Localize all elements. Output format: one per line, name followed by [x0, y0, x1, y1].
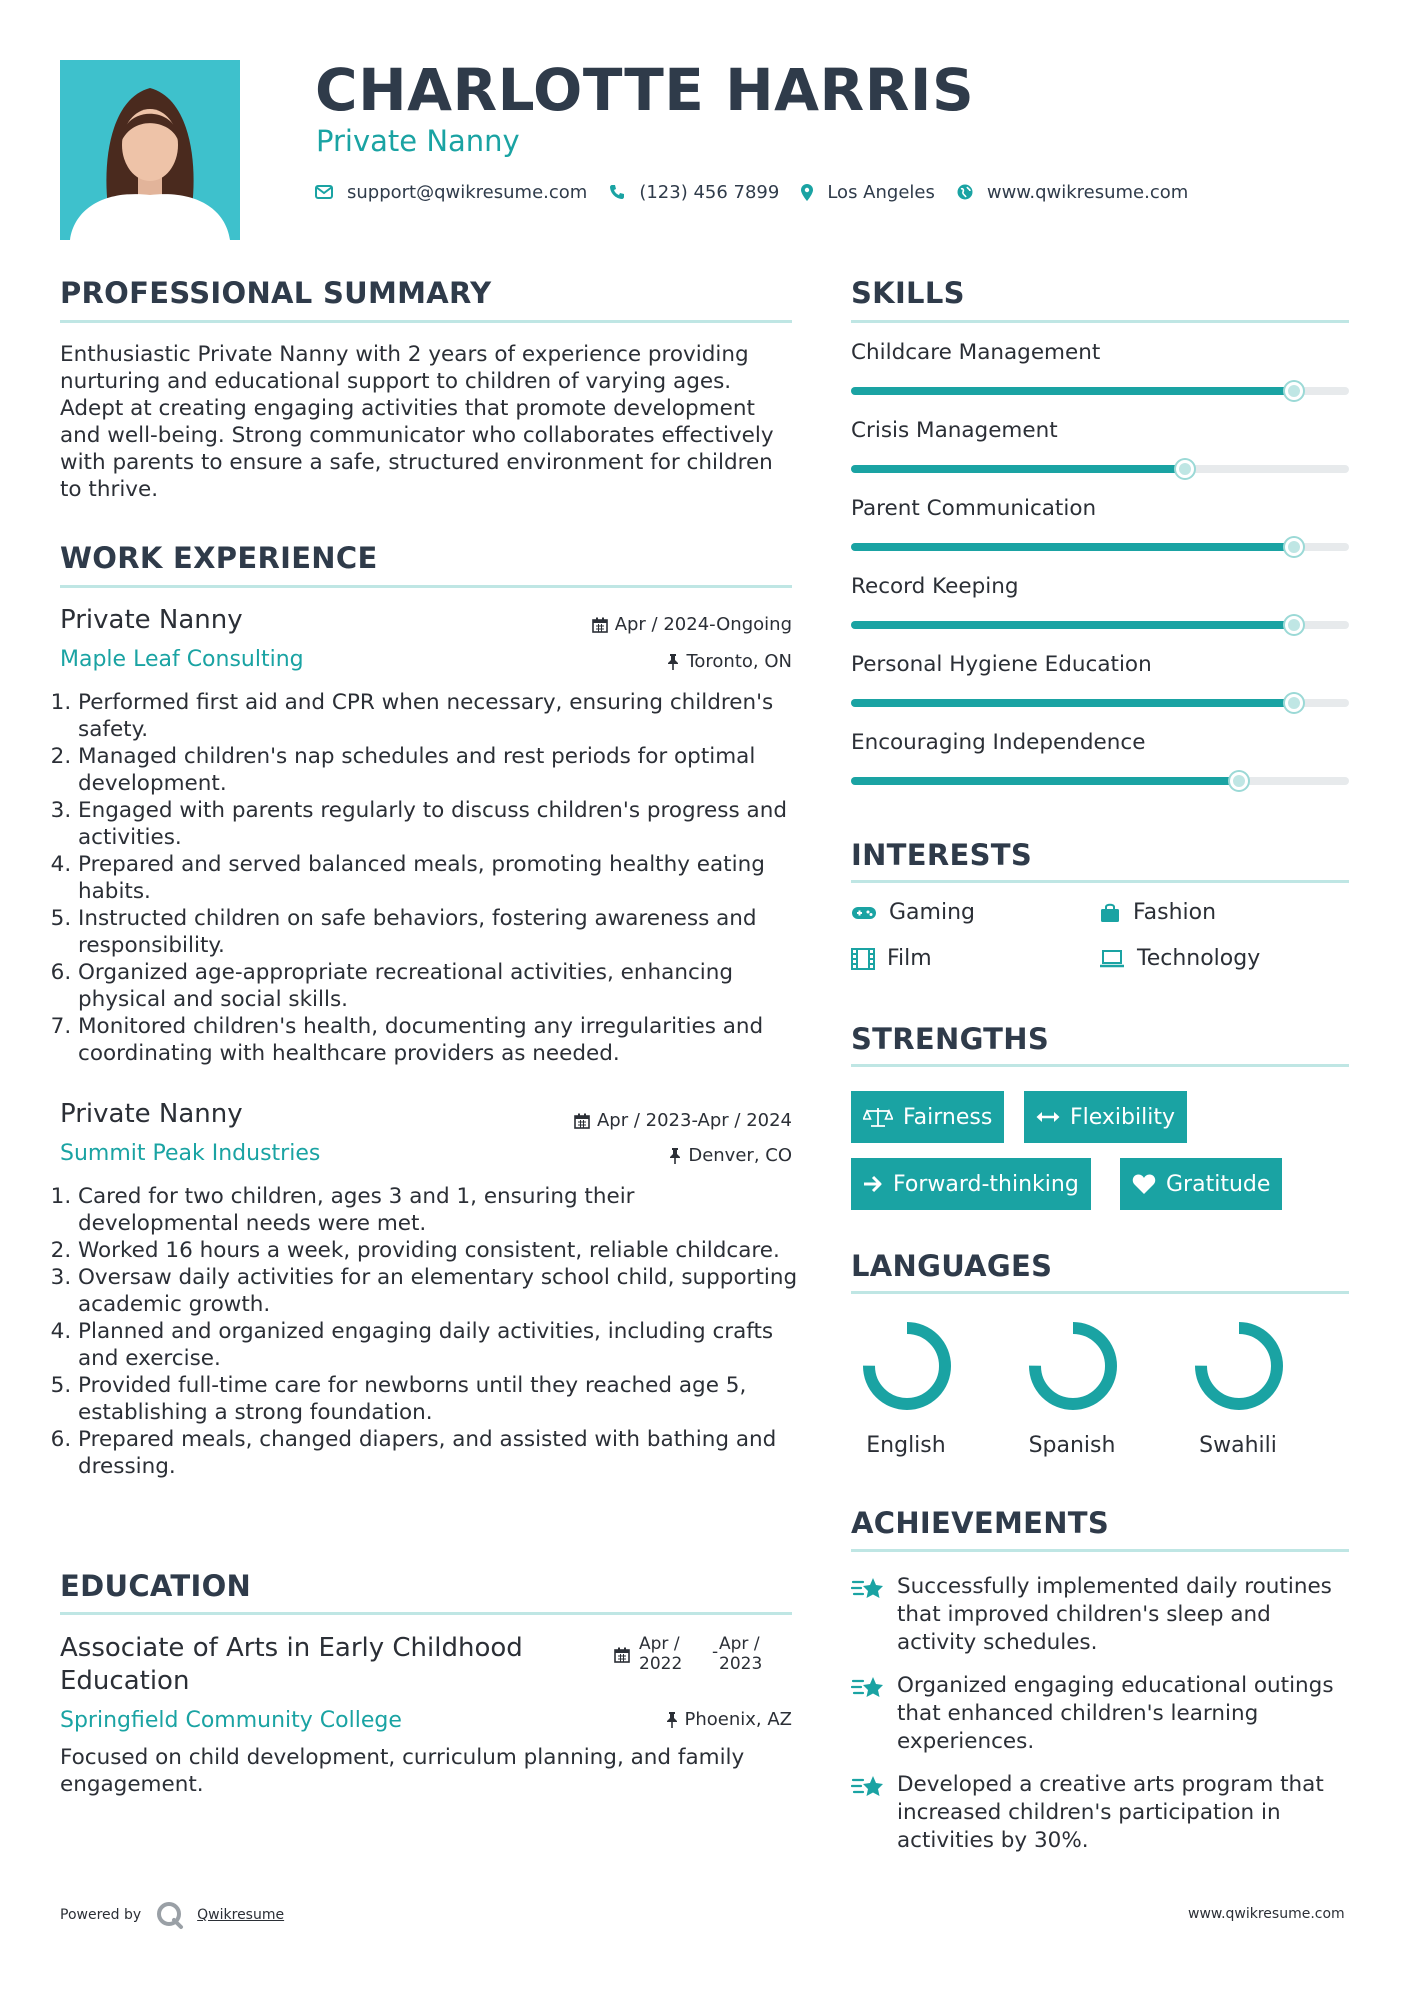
- achievements-heading: ACHIEVEMENTS: [851, 1506, 1110, 1540]
- arrows-horizontal-icon: [1036, 1110, 1060, 1124]
- list-item: 3. Engaged with parents regularly to discuss children's progress and activities.: [78, 797, 800, 851]
- achievement-text: Successfully implemented daily routines that improved children's sleep and activity schedules.: [897, 1574, 1332, 1655]
- profile-photo: [60, 60, 240, 240]
- job-1-title: Private Nanny: [60, 605, 243, 635]
- interests-heading: INTERESTS: [851, 838, 1033, 872]
- skill-name: Parent Communication: [851, 496, 1097, 521]
- calendar-icon: [574, 1113, 590, 1129]
- strengths-divider: [851, 1064, 1349, 1067]
- interest-film: [851, 946, 932, 971]
- education-location: [492, 1709, 792, 1730]
- achievement-text: Developed a creative arts program that increased children's participation in activities by 30%.: [897, 1772, 1324, 1853]
- achievement-item-1: [851, 1573, 1349, 1657]
- arrow-right-icon: [863, 1175, 883, 1193]
- phone-text: (123) 456 7899: [639, 181, 780, 203]
- email-icon: [315, 185, 333, 199]
- achievement-text: Organized engaging educational outings that enhanced children's learning experiences.: [897, 1673, 1334, 1754]
- star-icon: [851, 1773, 885, 1801]
- edu-start-year: 2022: [639, 1654, 683, 1674]
- job-1-dates-text: Apr / 2024-Ongoing: [614, 614, 792, 635]
- pushpin-icon: [666, 1712, 678, 1728]
- list-item: 6. Prepared meals, changed diapers, and assisted with bathing and dressing.: [78, 1426, 800, 1480]
- list-item: 5. Provided full-time care for newborns until they reached age 5, establishing a strong foundation.: [78, 1372, 800, 1426]
- experience-heading: WORK EXPERIENCE: [60, 541, 378, 575]
- phone-icon: [609, 184, 625, 200]
- skill-row: [851, 652, 1349, 722]
- list-item: 6. Organized age-appropriate recreational activities, enhancing physical and social skills.: [78, 959, 800, 1013]
- list-item: 3. Oversaw daily activities for an elementary school child, supporting academic growth.: [78, 1264, 800, 1318]
- strength-tag-flexibility: [1024, 1091, 1187, 1143]
- edu-end-month: Apr /: [719, 1634, 760, 1654]
- languages-list: [851, 1310, 1349, 1470]
- language-ring-arc: [1201, 1328, 1277, 1404]
- list-item: 5. Instructed children on safe behaviors, fostering awareness and responsibility.: [78, 905, 800, 959]
- skill-bar-knob: [1285, 694, 1303, 712]
- language-ring-arc: [1035, 1328, 1111, 1404]
- list-item: 1. Performed first aid and CPR when necessary, ensuring children's safety.: [78, 689, 800, 743]
- job-1-bullets: [60, 689, 800, 1067]
- shopping-bag-icon: [1099, 902, 1121, 924]
- skill-bar-knob: [1285, 616, 1303, 634]
- skill-name: Crisis Management: [851, 418, 1058, 443]
- interest-label: Film: [887, 946, 932, 971]
- strength-tag-gratitude: [1120, 1158, 1282, 1210]
- language-ring: [1191, 1318, 1287, 1414]
- job-2-dates-text: Apr / 2023-Apr / 2024: [596, 1110, 792, 1131]
- footer-url[interactable]: www.qwikresume.com: [1188, 1906, 1345, 1922]
- footer-brand-link[interactable]: Qwikresume: [197, 1907, 285, 1923]
- calendar-icon: [592, 617, 608, 633]
- skill-name: Personal Hygiene Education: [851, 652, 1152, 677]
- skill-bar-fill: [851, 699, 1294, 707]
- qwikresume-logo-icon: [155, 1900, 185, 1930]
- strength-label: Flexibility: [1070, 1104, 1175, 1130]
- contact-bar: [315, 180, 1210, 204]
- skill-row: [851, 496, 1349, 566]
- summary-divider: [60, 320, 792, 323]
- job-2-location: [492, 1145, 792, 1166]
- job-2-dates: [492, 1110, 792, 1131]
- contact-email[interactable]: [315, 182, 587, 203]
- skill-bar-fill: [851, 777, 1239, 785]
- skill-row: [851, 730, 1349, 800]
- powered-by-text: Powered by: [60, 1907, 142, 1923]
- education-heading: EDUCATION: [60, 1569, 252, 1603]
- languages-divider: [851, 1291, 1349, 1294]
- skill-bar-fill: [851, 465, 1185, 473]
- list-item: 2. Managed children's nap schedules and rest periods for optimal development.: [78, 743, 800, 797]
- heart-icon: [1132, 1173, 1156, 1195]
- summary-heading: PROFESSIONAL SUMMARY: [60, 276, 492, 310]
- skill-row: [851, 340, 1349, 410]
- skill-bar-knob: [1285, 382, 1303, 400]
- summary-text: Enthusiastic Private Nanny with 2 years of experience providing nurturing and educational support to children of varying ages. Adept at creating engaging activities that promote development and well-being. Strong communicator who collaborates effectively with parents to ensure a safe, structured environment for children to thrive.: [60, 342, 774, 502]
- edu-end-year: 2023: [719, 1654, 763, 1674]
- edu-start-month: Apr /: [639, 1634, 680, 1654]
- skill-bar-fill: [851, 621, 1294, 629]
- job-2-title: Private Nanny: [60, 1099, 243, 1129]
- strength-label: Gratitude: [1166, 1171, 1271, 1197]
- education-degree: Associate of Arts in Early Childhood Education: [60, 1633, 523, 1696]
- job-2-company: Summit Peak Industries: [60, 1141, 321, 1166]
- skill-bar-knob: [1176, 460, 1194, 478]
- portrait-image: [60, 60, 240, 240]
- interest-label: Technology: [1137, 946, 1261, 971]
- education-description: Focused on child development, curriculum planning, and family engagement.: [60, 1745, 745, 1797]
- strength-tag-forward-thinking: [851, 1158, 1091, 1210]
- skills-divider: [851, 320, 1349, 323]
- list-item: 4. Prepared and served balanced meals, promoting healthy eating habits.: [78, 851, 800, 905]
- skill-name: Encouraging Independence: [851, 730, 1146, 755]
- footer-powered: [60, 1900, 284, 1930]
- location-text: Los Angeles: [827, 181, 935, 203]
- achievement-item-2: [851, 1672, 1349, 1756]
- interest-label: Fashion: [1133, 900, 1217, 925]
- strengths-heading: STRENGTHS: [851, 1022, 1050, 1056]
- balance-scale-icon: [863, 1106, 893, 1128]
- language-name: English: [866, 1433, 946, 1458]
- education-location-text: Phoenix, AZ: [684, 1709, 792, 1730]
- experience-divider: [60, 585, 792, 588]
- language-ring: [1025, 1318, 1121, 1414]
- contact-website[interactable]: [957, 182, 1188, 203]
- globe-icon: [957, 184, 973, 200]
- star-icon: [851, 1575, 885, 1603]
- job-2-bullets: [60, 1183, 800, 1480]
- list-item: 1. Cared for two children, ages 3 and 1, ensuring their developmental needs were met.: [78, 1183, 800, 1237]
- strength-label: Fairness: [903, 1104, 993, 1130]
- film-icon: [851, 948, 875, 970]
- education-dates: [612, 1634, 792, 1680]
- skill-row: [851, 574, 1349, 644]
- language-name: Spanish: [1028, 1433, 1116, 1458]
- contact-location: [801, 182, 935, 203]
- star-icon: [851, 1674, 885, 1702]
- list-item: 4. Planned and organized engaging daily activities, including crafts and exercise.: [78, 1318, 800, 1372]
- interest-technology: [1099, 946, 1260, 971]
- interest-fashion: [1099, 900, 1216, 925]
- strength-label: Forward-thinking: [893, 1171, 1079, 1197]
- list-item: 2. Worked 16 hours a week, providing consistent, reliable childcare.: [78, 1237, 800, 1264]
- calendar-icon: [614, 1647, 630, 1663]
- skill-row: [851, 418, 1349, 488]
- job-1-dates: [492, 614, 792, 635]
- job-1-company: Maple Leaf Consulting: [60, 647, 304, 672]
- job-2-location-text: Denver, CO: [688, 1145, 792, 1166]
- edu-dash: -: [712, 1642, 719, 1662]
- language-ring: [859, 1318, 955, 1414]
- list-item: 7. Monitored children's health, documenting any irregularities and coordinating with healthcare providers as needed.: [78, 1013, 800, 1067]
- skills-list: [851, 340, 1349, 800]
- interest-label: Gaming: [889, 900, 975, 925]
- languages-heading: LANGUAGES: [851, 1249, 1053, 1283]
- gamepad-icon: [851, 905, 877, 921]
- pushpin-icon: [669, 1148, 681, 1164]
- interest-gaming: [851, 900, 975, 925]
- skill-bar-fill: [851, 387, 1294, 395]
- achievement-item-3: [851, 1771, 1349, 1855]
- skills-heading: SKILLS: [851, 276, 965, 310]
- candidate-role: Private Nanny: [316, 124, 520, 158]
- website-text: www.qwikresume.com: [986, 181, 1189, 203]
- skill-bar-knob: [1285, 538, 1303, 556]
- strength-tag-fairness: [851, 1091, 1004, 1143]
- map-pin-icon: [801, 184, 813, 201]
- language-name: Swahili: [1199, 1433, 1277, 1458]
- language-ring-arc: [869, 1328, 945, 1404]
- achievements-divider: [851, 1549, 1349, 1552]
- contact-phone[interactable]: [609, 182, 779, 203]
- skill-name: Childcare Management: [851, 340, 1101, 365]
- pushpin-icon: [667, 654, 679, 670]
- skill-bar-fill: [851, 543, 1294, 551]
- education-divider: [60, 1612, 792, 1615]
- skill-bar-knob: [1230, 772, 1248, 790]
- job-1-location: [492, 651, 792, 672]
- skill-name: Record Keeping: [851, 574, 1019, 599]
- email-text: support@qwikresume.com: [347, 181, 588, 203]
- education-school: Springfield Community College: [60, 1708, 402, 1733]
- job-1-location-text: Toronto, ON: [686, 651, 792, 672]
- interests-divider: [851, 880, 1349, 883]
- candidate-name: CHARLOTTE HARRIS: [315, 56, 975, 124]
- laptop-icon: [1099, 949, 1125, 969]
